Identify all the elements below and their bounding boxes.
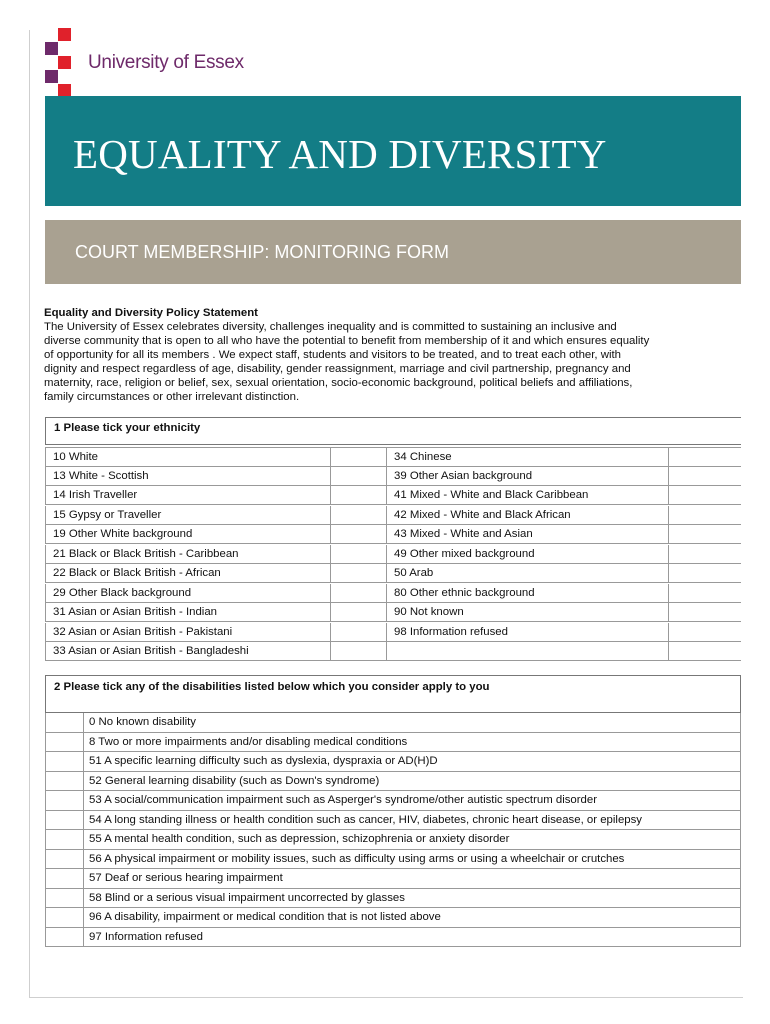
disability-tick-box[interactable] — [45, 772, 83, 792]
disability-tick-box[interactable] — [45, 830, 83, 850]
form-subtitle: COURT MEMBERSHIP: MONITORING FORM — [75, 242, 450, 262]
table-row — [45, 584, 741, 603]
ethnicity-tick-box[interactable] — [330, 623, 386, 642]
ethnicity-option-label: 43 Mixed - White and Asian — [386, 525, 668, 544]
ethnicity-option-label: 21 Black or Black British - Caribbean — [45, 545, 330, 564]
policy-line: dignity and respect regardless of age, disability, gender reassignment, marriage and civil partnership, pregnancy and — [44, 363, 631, 375]
table-row — [45, 850, 741, 870]
table-row — [45, 642, 741, 661]
table-row — [45, 733, 741, 753]
ethnicity-option-label: 19 Other White background — [45, 525, 330, 544]
ethnicity-tick-box[interactable] — [668, 545, 741, 564]
ethnicity-option-label: 42 Mixed - White and Black African — [386, 506, 668, 525]
ethnicity-tick-box[interactable] — [330, 564, 386, 583]
ethnicity-option-label: 22 Black or Black British - African — [45, 564, 330, 583]
table-row — [45, 486, 741, 505]
ethnicity-option-label: 13 White - Scottish — [45, 467, 330, 486]
ethnicity-tick-box[interactable] — [668, 623, 741, 642]
disability-option-label: 0 No known disability — [83, 713, 741, 733]
ethnicity-section — [45, 417, 741, 657]
ethnicity-tick-box[interactable] — [330, 525, 386, 544]
ethnicity-tick-box[interactable] — [330, 448, 386, 467]
disability-option-label: 52 General learning disability (such as Down's syndrome) — [83, 772, 741, 792]
disability-option-label: 51 A specific learning difficulty such as dyslexia, dyspraxia or AD(H)D — [83, 752, 741, 772]
disability-tick-box[interactable] — [45, 889, 83, 909]
ethnicity-tick-box[interactable] — [668, 603, 741, 622]
disability-option-label: 56 A physical impairment or mobility issues, such as difficulty using arms or using a wheelchair or crutches — [83, 850, 741, 870]
table-row — [45, 467, 741, 486]
table-row — [45, 811, 741, 831]
disability-option-label: 96 A disability, impairment or medical condition that is not listed above — [83, 908, 741, 928]
disability-tick-box[interactable] — [45, 713, 83, 733]
page-border-bottom — [29, 997, 743, 998]
ethnicity-tick-box[interactable] — [668, 448, 741, 467]
page-border-left — [29, 30, 30, 998]
ethnicity-tick-box[interactable] — [330, 642, 386, 661]
ethnicity-question: 1 Please tick your ethnicity — [45, 417, 741, 445]
ethnicity-option-label: 49 Other mixed background — [386, 545, 668, 564]
table-row — [45, 623, 741, 642]
table-row — [45, 752, 741, 772]
ethnicity-tick-box[interactable] — [330, 545, 386, 564]
disability-tick-box[interactable] — [45, 752, 83, 772]
ethnicity-option-label: 41 Mixed - White and Black Caribbean — [386, 486, 668, 505]
policy-line: of opportunity for all its members . We expect staff, students and visitors to be treated, and to treat each other, with — [44, 349, 622, 361]
logo-square — [45, 42, 58, 55]
disability-tick-box[interactable] — [45, 869, 83, 889]
ethnicity-option-label: 98 Information refused — [386, 623, 668, 642]
table-row — [45, 447, 741, 467]
disability-tick-box[interactable] — [45, 811, 83, 831]
ethnicity-option-label: 32 Asian or Asian British - Pakistani — [45, 623, 330, 642]
ethnicity-tick-box[interactable] — [668, 525, 741, 544]
title-banner — [45, 96, 741, 206]
table-row — [45, 889, 741, 909]
disability-tick-box[interactable] — [45, 733, 83, 753]
table-row — [45, 772, 741, 792]
logo-square — [58, 28, 71, 41]
disability-option-label: 97 Information refused — [83, 928, 741, 948]
disability-option-label: 57 Deaf or serious hearing impairment — [83, 869, 741, 889]
table-row — [45, 603, 741, 622]
disability-option-label: 53 A social/communication impairment such as Asperger's syndrome/other autistic spectrum disorder — [83, 791, 741, 811]
ethnicity-tick-box[interactable] — [330, 506, 386, 525]
ethnicity-tick-box[interactable] — [668, 584, 741, 603]
table-row — [45, 506, 741, 525]
table-row — [45, 713, 741, 733]
table-row — [45, 928, 741, 948]
disability-question: 2 Please tick any of the disabilities listed below which you consider apply to you — [45, 675, 741, 713]
ethnicity-tick-box[interactable] — [330, 584, 386, 603]
policy-line: maternity, race, religion or belief, sex, sexual orientation, socio-economic background, political beliefs and affiliations, — [44, 377, 633, 389]
disability-tick-box[interactable] — [45, 908, 83, 928]
policy-line: diverse community that is open to all who have the potential to benefit from membership of it and which ensures equality — [44, 335, 650, 347]
page-title: EQUALITY AND DIVERSITY — [73, 131, 607, 177]
ethnicity-tick-box[interactable] — [668, 564, 741, 583]
disability-option-label: 55 A mental health condition, such as depression, schizophrenia or anxiety disorder — [83, 830, 741, 850]
ethnicity-option-label: 10 White — [45, 448, 330, 467]
table-row — [45, 545, 741, 564]
disability-option-label: 8 Two or more impairments and/or disabling medical conditions — [83, 733, 741, 753]
policy-heading: Equality and Diversity Policy Statement — [44, 307, 258, 319]
ethnicity-tick-box[interactable] — [330, 603, 386, 622]
ethnicity-option-label: 80 Other ethnic background — [386, 584, 668, 603]
ethnicity-tick-box[interactable] — [330, 486, 386, 505]
table-row — [45, 830, 741, 850]
ethnicity-option-label: 29 Other Black background — [45, 584, 330, 603]
logo-square — [58, 56, 71, 69]
disability-tick-box[interactable] — [45, 791, 83, 811]
policy-statement — [44, 306, 734, 404]
disability-tick-box[interactable] — [45, 850, 83, 870]
ethnicity-tick-box[interactable] — [668, 467, 741, 486]
table-row — [45, 525, 741, 544]
ethnicity-option-label: 50 Arab — [386, 564, 668, 583]
ethnicity-option-label: 31 Asian or Asian British - Indian — [45, 603, 330, 622]
ethnicity-option-label: 90 Not known — [386, 603, 668, 622]
disability-tick-box[interactable] — [45, 928, 83, 948]
university-logo — [44, 28, 304, 98]
policy-line: The University of Essex celebrates diversity, challenges inequality and is committed to sustaining an inclusive and — [44, 321, 617, 333]
table-row — [45, 791, 741, 811]
ethnicity-option-label: 34 Chinese — [386, 448, 668, 467]
ethnicity-option-label: 14 Irish Traveller — [45, 486, 330, 505]
subtitle-banner — [45, 220, 741, 284]
table-row — [45, 869, 741, 889]
ethnicity-tick-box[interactable] — [668, 486, 741, 505]
ethnicity-option-label: 33 Asian or Asian British - Bangladeshi — [45, 642, 330, 661]
disability-option-label: 54 A long standing illness or health condition such as cancer, HIV, diabetes, chronic heart disease, or epilepsy — [83, 811, 741, 831]
ethnicity-tick-box[interactable] — [668, 642, 741, 661]
ethnicity-tick-box[interactable] — [668, 506, 741, 525]
table-row — [45, 564, 741, 583]
logo-square — [45, 70, 58, 83]
logo-wordmark: University of Essex — [88, 52, 244, 73]
policy-line: family circumstances or other irrelevant distinction. — [44, 391, 300, 403]
ethnicity-option-label: 15 Gypsy or Traveller — [45, 506, 330, 525]
disability-section — [45, 675, 741, 943]
table-row — [45, 908, 741, 928]
ethnicity-option-label: 39 Other Asian background — [386, 467, 668, 486]
disability-option-label: 58 Blind or a serious visual impairment uncorrected by glasses — [83, 889, 741, 909]
ethnicity-tick-box[interactable] — [330, 467, 386, 486]
ethnicity-option-label — [386, 642, 668, 661]
